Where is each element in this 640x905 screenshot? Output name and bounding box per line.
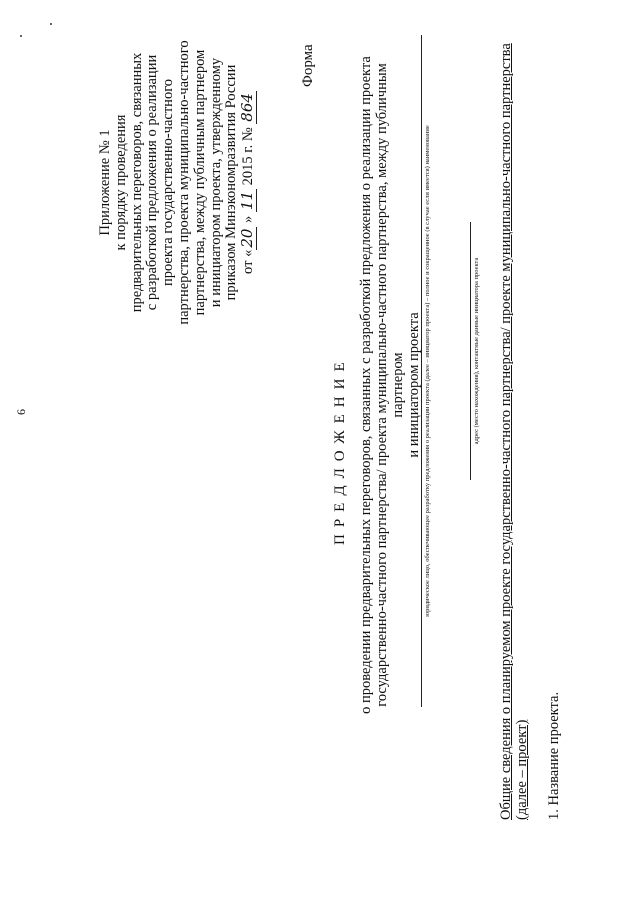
appendix-line: Приложение № 1 bbox=[97, 129, 113, 236]
date-prefix: от « bbox=[240, 249, 257, 274]
appendix-line: к порядку проведения bbox=[112, 114, 129, 251]
appendix-line: с разработкой предложения о реализации bbox=[144, 54, 161, 311]
form-label: Форма bbox=[300, 44, 316, 87]
appendix-line: партнерства, проекта муниципально-частного bbox=[175, 40, 192, 325]
general-info-line1: Общие сведения о планируемом проекте государственно-частного партнерства/ проекте муниципально-частного партнерства bbox=[498, 43, 514, 820]
subtitle-line: и инициатором проекта bbox=[406, 312, 422, 458]
item-project-name: 1. Название проекта. bbox=[546, 691, 562, 820]
appendix-block bbox=[98, 30, 257, 335]
address-fill-line bbox=[470, 222, 471, 480]
page-number: 6 bbox=[14, 409, 28, 415]
address-caption: адрес (место нахождения), контактные данные инициатора проекта bbox=[473, 257, 480, 445]
document-heading: ПРЕДЛОЖЕНИЕ bbox=[332, 355, 348, 545]
document-subtitle bbox=[358, 35, 422, 735]
date-month-handwritten: 11 bbox=[238, 190, 257, 211]
date-mid: » bbox=[240, 215, 257, 223]
appendix-line: проекта государственно-частного bbox=[160, 78, 177, 287]
date-year: 2015 г. № bbox=[240, 127, 257, 186]
general-info-line2: (далее – проект) bbox=[514, 719, 530, 820]
order-number-handwritten: 864 bbox=[238, 93, 257, 122]
subtitle-line: государственно-частного партнерства/ проекта муниципально-частного партнерства, между публичным партнером bbox=[374, 63, 406, 707]
general-info-heading bbox=[498, 43, 530, 820]
appendix-line: партнерства, между публичным партнером bbox=[191, 49, 208, 316]
initiator-fill-line bbox=[421, 35, 422, 707]
appendix-date-line bbox=[240, 30, 257, 335]
scan-speck bbox=[20, 35, 22, 37]
date-day-handwritten: 20 bbox=[238, 228, 257, 248]
appendix-line: приказом Минэкономразвития России bbox=[223, 64, 240, 301]
initiator-caption: юридическое лицо, обеспечивающее разработку предложения о реализации проекта (далее – инициатор проекта) – полное и сокращенное (в случае если имеется) наименование bbox=[424, 125, 431, 617]
appendix-line: и инициатором проекта, утвержденному bbox=[207, 57, 224, 308]
scan-speck bbox=[50, 23, 52, 25]
subtitle-line: о проведении предварительных переговоров, связанных с разработкой предложения о реализации проекта bbox=[358, 56, 374, 714]
appendix-line: предварительных переговоров, связанных bbox=[128, 52, 145, 313]
